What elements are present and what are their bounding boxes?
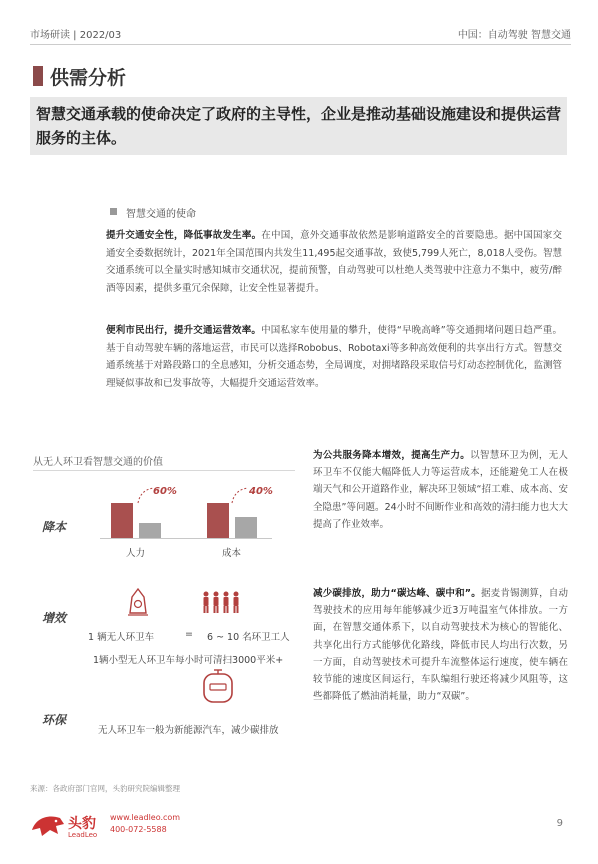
header-left: 市场研读 | 2022/03 bbox=[30, 30, 122, 41]
brand-name: 头豹 bbox=[68, 816, 96, 832]
cost-reduction-pct: 40% bbox=[249, 486, 273, 497]
mission-subtitle: 智慧交通的使命 bbox=[126, 209, 196, 220]
mission-p2-head: 便利市民出行，提升交通运营效率。 bbox=[106, 325, 262, 336]
labor-arrow-icon bbox=[136, 485, 156, 505]
bar-labor-after bbox=[139, 523, 161, 538]
right-p2-body: 据麦肯锡测算，自动驾驶技术的应用每年能够减少近3万吨温室气体排放。一方面，在智慧交通体系下，以自动驾驶技术为核心的智能化、共享化出行方式能够优化路线，降低市民人均出行次数，另一方面，自动驾驶技术可提升车流整体运行速度，使车辆在较节能的速度区间运行，车队编组行驶还将减少风阻等，这些都降低了燃油消耗量，助力“双碳”。 bbox=[313, 588, 568, 703]
right-p1-head: 为公共服务降本增效，提高生产力。 bbox=[313, 450, 471, 461]
section-title: 供需分析 bbox=[50, 67, 127, 89]
mission-p2-body: 中国私家车使用量的攀升，使得“早晚高峰”等交通拥堵问题日趋严重。基于自动驾驶车辆的落地运营，市民可以选择Robobus、Robotaxi等多种高效便利的共享出行方式。智慧交通系统基于对路段路口的全息感知，分析交通态势，全局调度，对拥堵路段采取信号灯动态控制优化，监测管理疑似事故和已发事故等，大幅提升交通运营效率。 bbox=[106, 325, 563, 389]
sweep-rate-text: 1辆小型无人环卫车每小时可清扫3000平米+ bbox=[93, 655, 284, 666]
mission-paragraph-2 bbox=[106, 322, 562, 392]
page-number: 9 bbox=[556, 818, 563, 829]
bar-cost-before bbox=[207, 503, 229, 538]
eco-text: 无人环卫车一般为新能源汽车，减少碳排放 bbox=[98, 725, 279, 736]
cost-arrow-icon bbox=[230, 485, 250, 505]
workers-group-icon bbox=[201, 590, 241, 616]
website-link[interactable]: www.leadleo.com bbox=[110, 813, 181, 822]
row-label-cost: 降本 bbox=[42, 520, 67, 534]
figure-caption: 从无人环卫看智慧交通的价值 bbox=[33, 457, 163, 468]
right-paragraph-1 bbox=[313, 447, 568, 533]
lead-box bbox=[30, 97, 567, 155]
mission-p1-head: 提升交通安全性，降低事故发生率。 bbox=[106, 230, 262, 241]
right-p1-body: 以智慧环卫为例，无人环卫车不仅能大幅降低人力等运营成本，还能避免工人在极端天气和公开道路作业，解决环卫领域“招工难、成本高、安全隐患”等问题。24小时不间断作业和高效的清扫能力也大大提高了作业效率。 bbox=[313, 450, 568, 530]
header-right: 中国：自动驾驶 智慧交通 bbox=[457, 30, 571, 41]
brand-name-en: LeadLeo bbox=[68, 831, 98, 839]
bar-labor-before bbox=[111, 503, 133, 538]
source-note: 来源：各政府部门官网，头豹研究院编辑整理 bbox=[30, 784, 180, 793]
equation-equals: = bbox=[185, 629, 193, 640]
row-label-eco: 环保 bbox=[42, 713, 67, 727]
mission-paragraph-1 bbox=[106, 227, 562, 297]
leopard-logo-icon bbox=[30, 810, 66, 840]
electric-vehicle-icon bbox=[198, 668, 238, 708]
bar-label-labor: 人力 bbox=[126, 548, 146, 559]
equation-left: 1 辆无人环卫车 bbox=[88, 632, 155, 643]
mission-p1-body: 在中国，意外交通事故依然是影响道路安全的首要隐患。据中国国家交通安全委数据统计，2021年全国范围内共发生11,495起交通事故，致使5,799人死亡，8,018人受伤。智慧交通系统可以全量实时感知城市交通状况，提前预警，自动驾驶可以杜绝人类驾驶中注意力不集中，疲劳/醉酒等因素，提供多重冗余保障，让安全性显著提升。 bbox=[106, 230, 562, 294]
bar-label-cost: 成本 bbox=[222, 548, 242, 559]
section-marker bbox=[33, 66, 43, 86]
caption-divider bbox=[33, 470, 295, 471]
lead-text: 智慧交通承载的使命决定了政府的主导性，企业是推动基础设施建设和提供运营服务的主体。 bbox=[36, 105, 562, 147]
right-p2-head: 减少碳排放，助力“碳达峰、碳中和”。 bbox=[313, 588, 481, 599]
phone-number: 400-072-5588 bbox=[110, 825, 167, 834]
header-divider bbox=[30, 44, 571, 45]
row-label-efficiency: 增效 bbox=[42, 611, 67, 625]
subtitle-bullet bbox=[110, 208, 117, 215]
sweeper-vehicle-icon bbox=[124, 587, 152, 617]
labor-reduction-pct: 60% bbox=[153, 486, 177, 497]
bar-cost-after bbox=[235, 517, 257, 538]
bar-baseline bbox=[100, 538, 272, 539]
equation-right: 6 ~ 10 名环卫工人 bbox=[207, 632, 290, 643]
right-paragraph-2 bbox=[313, 585, 568, 705]
